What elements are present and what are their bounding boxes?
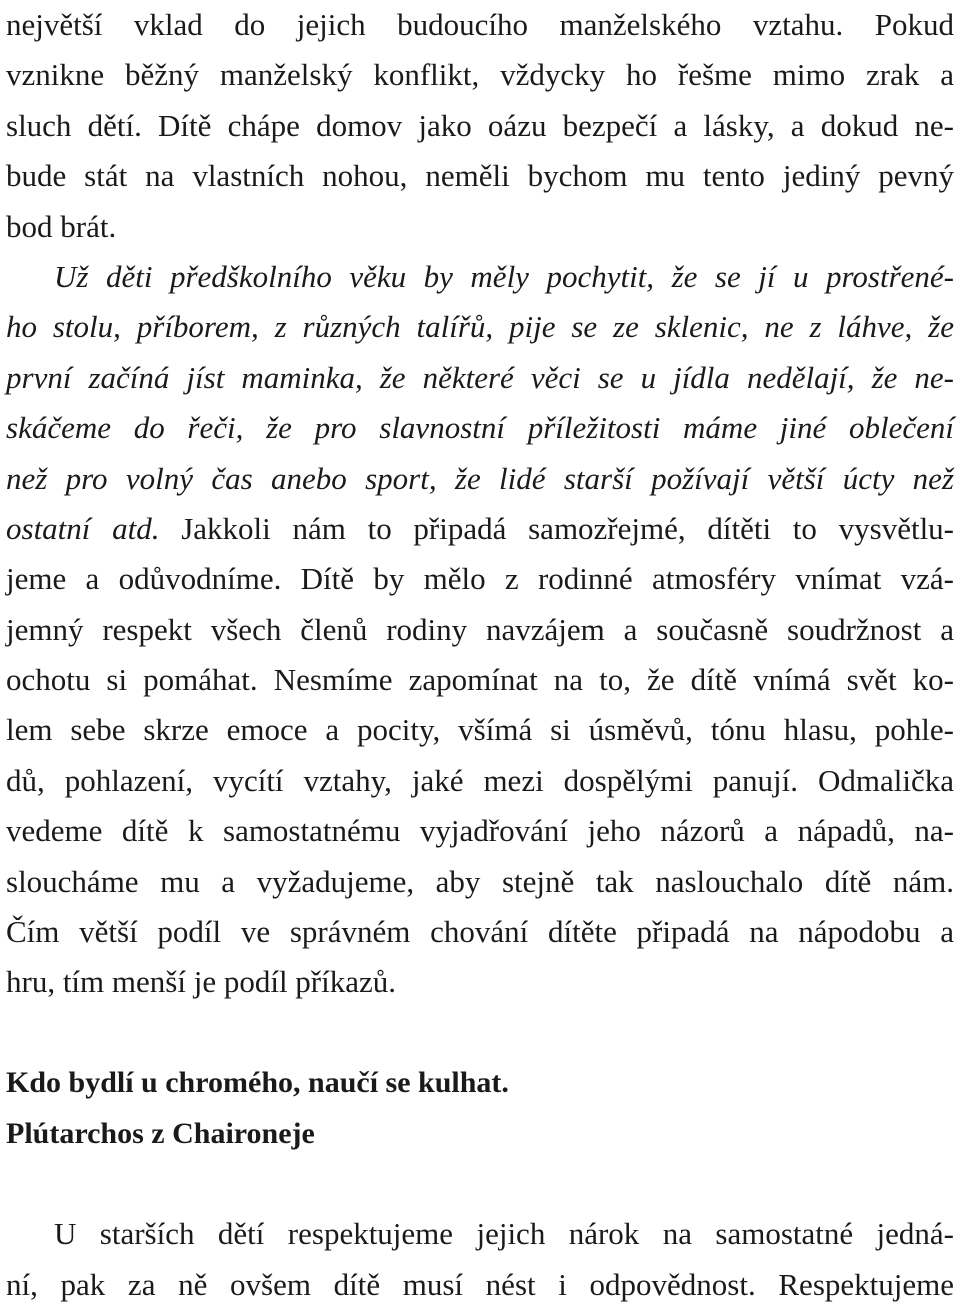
text-line: vznikne běžný manželský konflikt, vždycky ho řešme mimo zrak a — [6, 57, 954, 93]
text-line: bod brát. — [6, 208, 117, 244]
text-line: sloucháme mu a vyžadujeme, aby stejně tak naslouchalo dítě nám. — [6, 863, 954, 899]
text-line: ochotu si pomáhat. Nesmíme zapomínat na to, že dítě vnímá svět ko- — [6, 662, 954, 698]
italic-text-line: první začíná jíst maminka, že některé věci se u jídla nedělají, že ne- — [6, 359, 954, 395]
document-page — [6, 0, 954, 1310]
text-line: bude stát na vlastních nohou, neměli bychom mu tento jediný pevný — [6, 158, 954, 194]
quote-text: Kdo bydlí u chromého, naučí se kulhat. — [6, 1066, 509, 1100]
italic-text-line: než pro volný čas anebo sport, že lidé starší požívají větší úcty než — [6, 460, 954, 496]
text-line: ní, pak za ně ovšem dítě musí nést i odpovědnost. Respektujeme — [6, 1266, 954, 1302]
paragraph-3 — [6, 1209, 954, 1310]
text-line: vedeme dítě k samostatnému vyjadřování jeho názorů a nápadů, na- — [6, 813, 954, 849]
paragraph-1 — [6, 0, 954, 252]
italic-fragment: ostatní atd. — [6, 510, 160, 546]
paragraph-2 — [6, 252, 954, 1008]
italic-text-line: skáčeme do řeči, že pro slavnostní příležitosti máme jiné oblečení — [6, 410, 954, 446]
quote-author: Plútarchos z Chaironeje — [6, 1116, 315, 1150]
italic-text-line: Už děti předškolního věku by měly pochytit, že se jí u prostřené- — [54, 258, 954, 294]
text-line: lem sebe skrze emoce a pocity, všímá si úsměvů, tónu hlasu, pohle- — [6, 712, 954, 748]
text-line: sluch dětí. Dítě chápe domov jako oázu bezpečí a lásky, a dokud ne- — [6, 107, 954, 143]
text-line: jemný respekt všech členů rodiny navzájem a současně soudržnost a — [6, 611, 954, 647]
text-line: U starších dětí respektujeme jejich nárok na samostatné jedná- — [54, 1216, 954, 1252]
text-line: hru, tím menší je podíl příkazů. — [6, 964, 397, 1000]
text-line: Čím větší podíl ve správném chování dítěte připadá na nápodobu a — [6, 914, 954, 950]
mixed-text-line — [6, 504, 954, 554]
quote-block — [6, 1058, 954, 1159]
text-line: jeme a odůvodníme. Dítě by mělo z rodinné atmosféry vnímat vzá- — [6, 561, 954, 597]
regular-fragment: Jakkoli nám to připadá samozřejmé, dítěti to vysvětlu- — [159, 510, 955, 546]
spacer — [6, 1159, 954, 1209]
text-line: největší vklad do jejich budoucího manželského vztahu. Pokud — [6, 7, 954, 42]
text-line: dů, pohlazení, vycítí vztahy, jaké mezi dospělými panují. Odmalička — [6, 762, 954, 798]
italic-text-line: ho stolu, příborem, z různých talířů, pije se ze sklenic, ne z láhve, že — [6, 309, 954, 345]
spacer — [6, 1008, 954, 1058]
